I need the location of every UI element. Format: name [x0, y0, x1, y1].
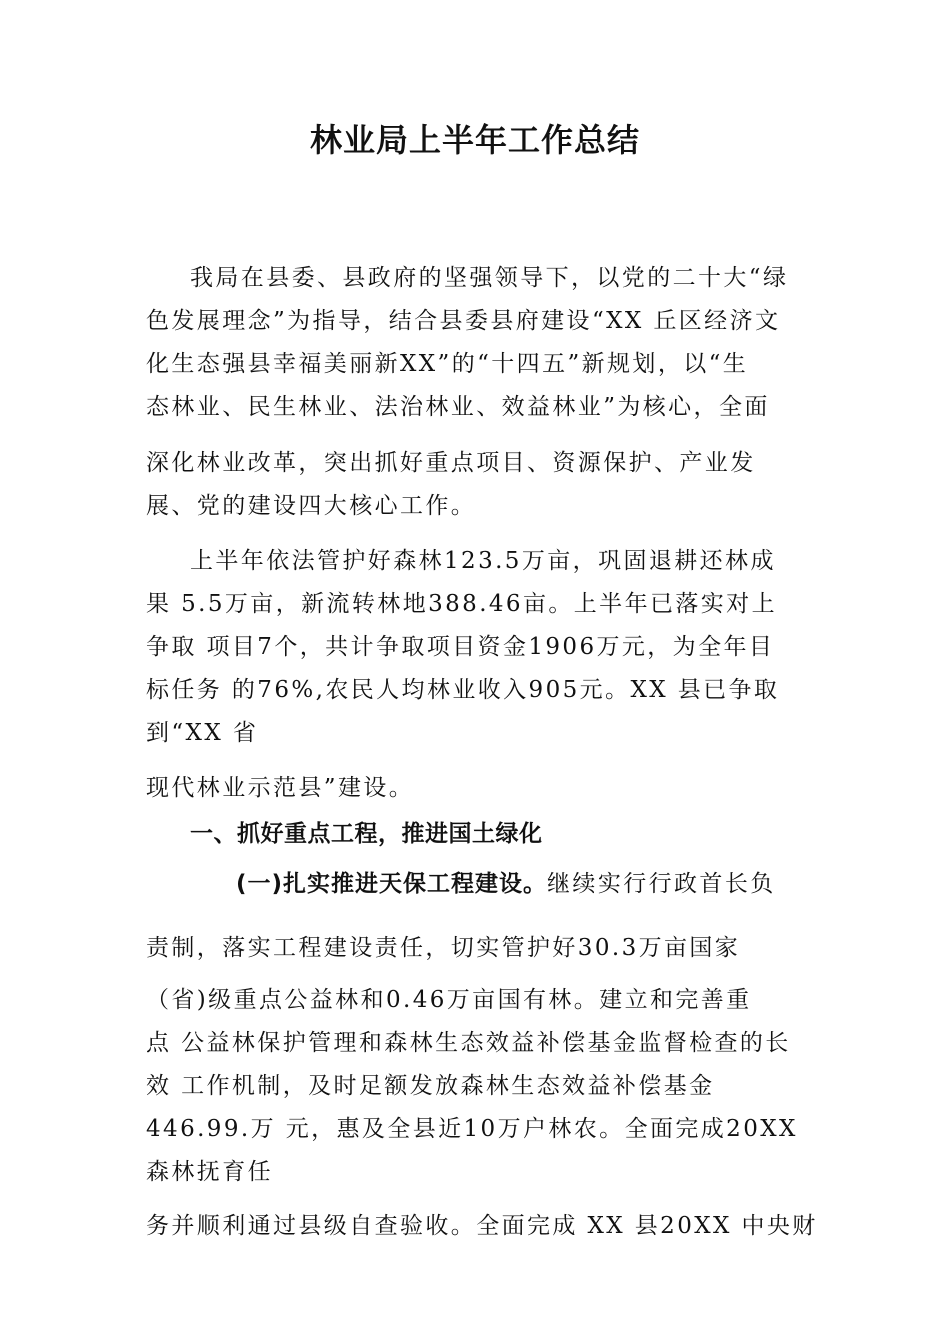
subsection-heading: (一)扎实推进天保工程建设。: [236, 871, 548, 897]
paragraph-line: 效 工作机制，及时足额发放森林生态效益补偿基金: [146, 1073, 715, 1099]
paragraph-line: 上半年依法管护好森林123.5万亩，巩固退耕还林成: [190, 548, 776, 574]
paragraph-line: 点 公益林保护管理和森林生态效益补偿基金监督检查的长: [146, 1030, 791, 1056]
paragraph-line: 森林抚育任: [146, 1159, 273, 1185]
section-heading: 一、抓好重点工程，推进国土绿化: [190, 821, 543, 847]
subsection-line: [236, 868, 776, 900]
paragraph-line: 到“XX 省: [146, 720, 259, 746]
paragraph-line: 务并顺利通过县级自查验收。全面完成 XX 县20XX 中央财: [146, 1213, 818, 1239]
paragraph-line: 化生态强县幸福美丽新XX”的“十四五”新规划，以“生: [146, 351, 749, 377]
paragraph-line: 现代林业示范县”建设。: [146, 775, 415, 801]
paragraph-line: （省)级重点公益林和0.46万亩国有林。建立和完善重: [146, 987, 752, 1013]
paragraph-line: 果 5.5万亩，新流转林地388.46亩。上半年已落实对上: [146, 591, 777, 617]
paragraph-line: 态林业、民生林业、法治林业、效益林业”为核心，全面: [146, 394, 770, 420]
paragraph-line: 争取 项目7个，共计争取项目资金1906万元，为全年目: [146, 634, 775, 660]
subsection-text: 继续实行行政首长负: [547, 871, 776, 897]
document-title: 林业局上半年工作总结: [309, 121, 640, 159]
paragraph-line: 标任务 的76%,农民人均林业收入905元。XX 县已争取: [146, 677, 780, 703]
paragraph-line: 色发展理念”为指导，结合县委县府建设“XX 丘区经济文: [146, 308, 781, 334]
paragraph-line: 我局在县委、县政府的坚强领导下，以党的二十大“绿: [190, 265, 789, 291]
paragraph-line: 446.99.万 元，惠及全县近10万户林农。全面完成20XX: [146, 1116, 798, 1142]
paragraph-line: 责制，落实工程建设责任，切实管护好30.3万亩国家: [146, 935, 741, 961]
paragraph-line: 深化林业改革，突出抓好重点项目、资源保护、产业发: [146, 450, 756, 476]
paragraph-line: 展、党的建设四大核心工作。: [146, 493, 477, 519]
